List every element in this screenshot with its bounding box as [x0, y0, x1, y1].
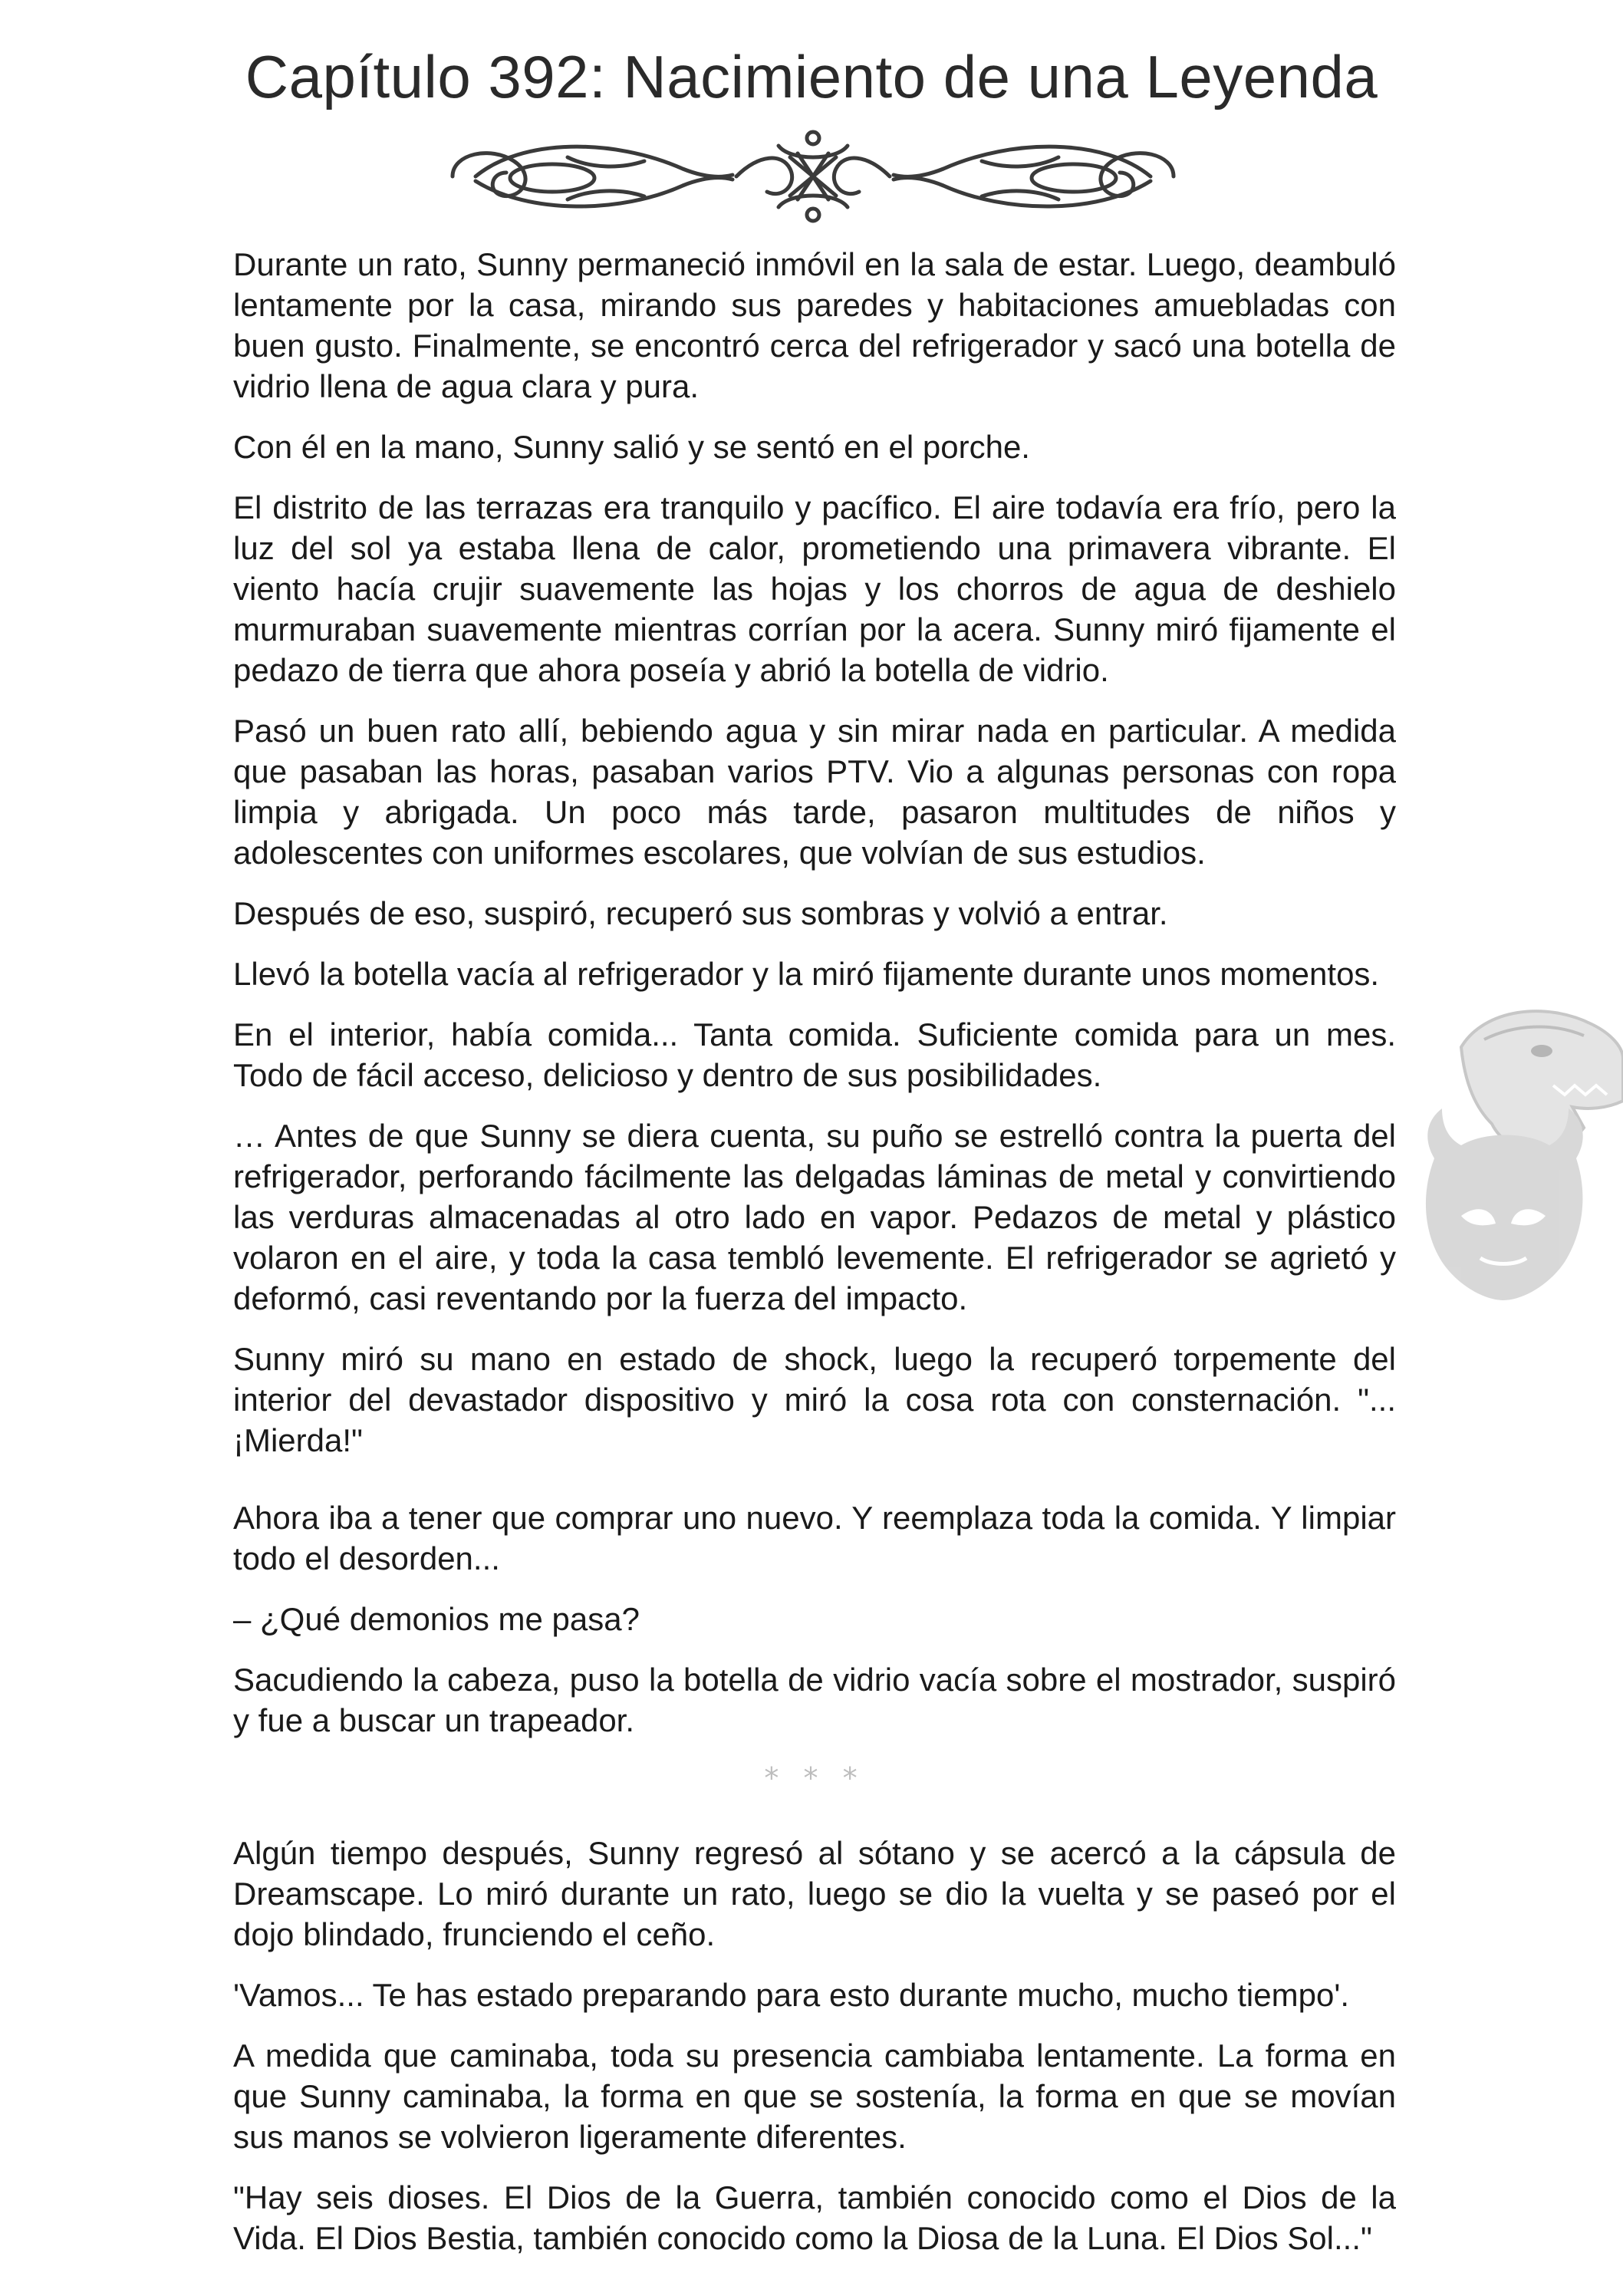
paragraph: Después de eso, suspiró, recuperó sus sombras y volvió a entrar.: [233, 895, 1168, 931]
paragraph: Pasó un buen rato allí, bebiendo agua y sin mirar nada en particular. A medida que pasaban las horas, pasaban varios PTV. Vio a algunas personas con ropa limpia y abrigada. Un poco más tarde, pasaron multitudes de niños y adolescentes con uniformes escolares, que volvían de sus estudios.: [233, 713, 1396, 871]
paragraph: El distrito de las terrazas era tranquilo y pacífico. El aire todavía era frío, pero la luz del sol ya estaba llena de calor, prometiendo una primavera vibrante. El viento hacía crujir suavemente las hojas y los chorros de agua de deshielo murmuraban suavemente mientras corrían por la acera. Sunny miró fijamente el pedazo de tierra que ahora poseía y abrió la botella de vidrio.: [233, 489, 1396, 688]
chapter-body: [233, 244, 1396, 2278]
paragraph: Sunny miró su mano en estado de shock, luego la recuperó torpemente del interior del devastador dispositivo y miró la cosa rota con consternación. "... ¡Mierda!": [233, 1341, 1396, 1458]
paragraph: "Hay seis dioses. El Dios de la Guerra, también conocido como el Dios de la Vida. El Dios Bestia, también conocido como la Diosa de la Luna. El Dios Sol...": [233, 2179, 1396, 2256]
paragraph: Llevó la botella vacía al refrigerador y la miró fijamente durante unos momentos.: [233, 956, 1380, 992]
paragraph: En el interior, había comida... Tanta comida. Suficiente comida para un mes. Todo de fácil acceso, delicioso y dentro de sus posibilidades.: [233, 1016, 1396, 1093]
chapter-title: Capítulo 392: Nacimiento de una Leyenda: [245, 43, 1378, 110]
paragraph: Con él en la mano, Sunny salió y se sentó en el porche.: [233, 429, 1030, 465]
paragraph: Algún tiempo después, Sunny regresó al sótano y se acercó a la cápsula de Dreamscape. Lo miró durante un rato, luego se dio la vuelta y se paseó por el dojo blindado, frunciendo el ceño.: [233, 1835, 1396, 1952]
paragraph: Durante un rato, Sunny permaneció inmóvil en la sala de estar. Luego, deambuló lentamente por la casa, mirando sus paredes y habitaciones amuebladas con buen gusto. Finalmente, se encontró cerca del refrigerador y sacó una botella de vidrio llena de agua clara y pura.: [233, 246, 1396, 404]
scene-separator: * * *: [764, 1761, 865, 1795]
paragraph: Ahora iba a tener que comprar uno nuevo. Y reemplaza toda la comida. Y limpiar todo el desorden...: [233, 1500, 1396, 1576]
paragraph: … Antes de que Sunny se diera cuenta, su puño se estrelló contra la puerta del refrigerador, perforando fácilmente las delgadas láminas de metal y convirtiendo las verduras almacenadas al otro lado en vapor. Pedazos de metal y plástico volaron en el aire, y toda la casa tembló levemente. El refrigerador se agrietó y deformó, casi reventando por la fuerza del impacto.: [233, 1118, 1396, 1316]
flourish-divider-icon: [430, 123, 1197, 230]
paragraph: – ¿Qué demonios me pasa?: [233, 1601, 640, 1637]
paragraph: A medida que caminaba, toda su presencia cambiaba lentamente. La forma en que Sunny caminaba, la forma en que se sostenía, la forma en que se movían sus manos se volvieron ligeramente diferentes.: [233, 2037, 1396, 2155]
dinosaur-devil-logo-icon: [1400, 993, 1623, 1316]
paragraph: 'Vamos... Te has estado preparando para esto durante mucho, mucho tiempo'.: [233, 1977, 1350, 2013]
paragraph: Sacudiendo la cabeza, puso la botella de vidrio vacía sobre el mostrador, suspiró y fue a buscar un trapeador.: [233, 1662, 1396, 1738]
